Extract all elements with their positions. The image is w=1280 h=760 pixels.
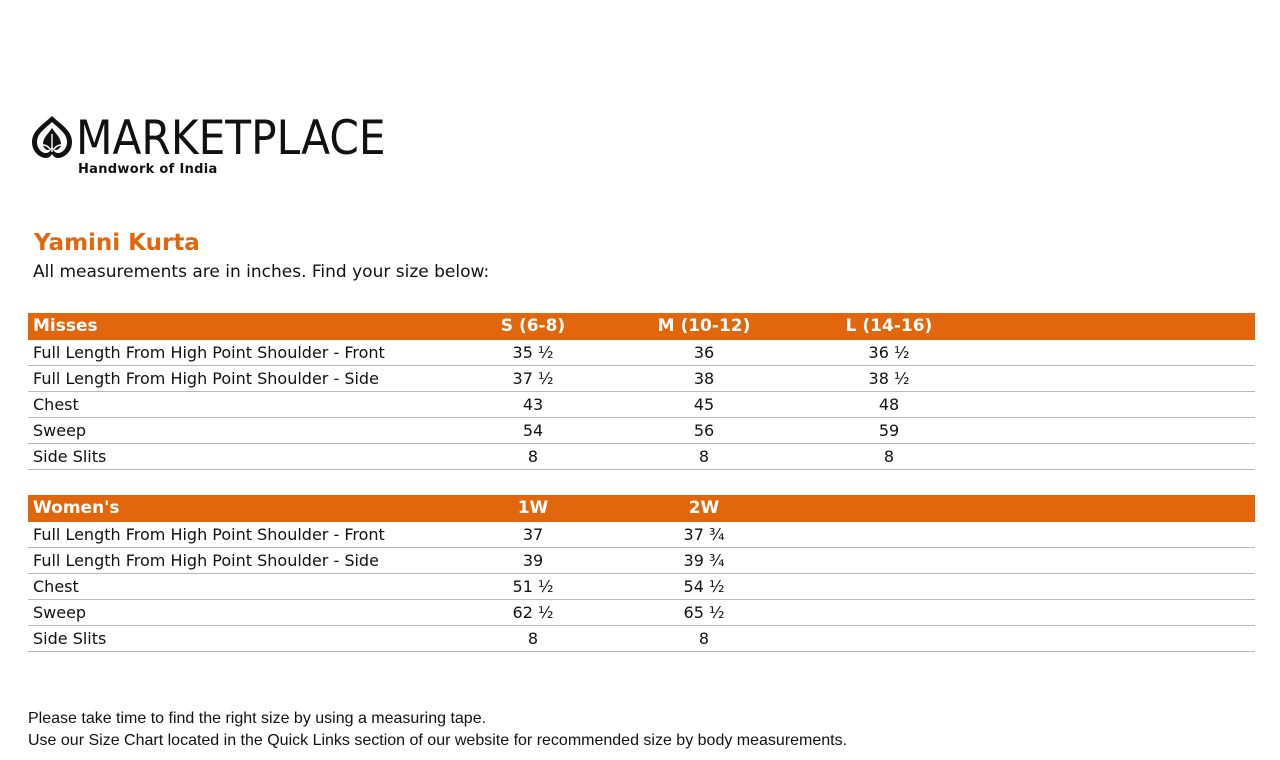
measurement-value: 38 — [693, 369, 715, 388]
table-header-row — [28, 495, 1255, 522]
measurement-value: 56 — [693, 421, 715, 440]
measurement-value: 37 ½ — [512, 369, 554, 388]
measurement-value: 37 — [522, 525, 544, 544]
measurement-value: 38 ½ — [868, 369, 910, 388]
measurement-value: 54 — [522, 421, 544, 440]
header-category: Women's — [33, 498, 120, 518]
table-row — [28, 626, 1255, 652]
header-category: Misses — [33, 316, 98, 336]
measurement-label: Full Length From High Point Shoulder - Side — [33, 551, 379, 570]
measurement-value: 45 — [693, 395, 715, 414]
size-chart-note: Use our Size Chart located in the Quick Links section of our website for recommended size by body measurements. — [28, 732, 848, 749]
brand-tagline: Handwork of India — [78, 162, 218, 177]
measurement-label: Side Slits — [33, 447, 107, 466]
table-row — [28, 366, 1255, 392]
product-title: Yamini Kurta — [34, 230, 200, 256]
leaf-logo-icon — [30, 114, 74, 160]
table-row — [28, 522, 1255, 548]
measurement-label: Side Slits — [33, 629, 107, 648]
size-instructions: All measurements are in inches. Find your size below: — [33, 262, 490, 282]
measurement-label: Full Length From High Point Shoulder - Side — [33, 369, 379, 388]
measurement-value: 35 ½ — [512, 343, 554, 362]
measurement-label: Chest — [33, 577, 79, 596]
measurement-label: Sweep — [33, 603, 87, 622]
header-size: 2W — [688, 498, 720, 518]
header-size: 1W — [517, 498, 549, 518]
table-row — [28, 444, 1255, 470]
table-row — [28, 418, 1255, 444]
measurement-value: 8 — [527, 629, 539, 648]
table-row — [28, 574, 1255, 600]
measurement-value: 8 — [698, 629, 710, 648]
measurement-label: Sweep — [33, 421, 87, 440]
measurement-value: 48 — [878, 395, 900, 414]
measurement-value: 39 — [522, 551, 544, 570]
misses-size-table — [28, 313, 1255, 470]
brand-name: MARKETPLACE — [76, 111, 386, 166]
measurement-value: 59 — [878, 421, 900, 440]
measurement-value: 54 ½ — [683, 577, 725, 596]
table-row — [28, 392, 1255, 418]
measurement-value: 37 ¾ — [683, 525, 725, 544]
measurement-label: Chest — [33, 395, 79, 414]
table-header-row — [28, 313, 1255, 340]
measurement-value: 8 — [698, 447, 710, 466]
measurement-value: 36 — [693, 343, 715, 362]
table-row — [28, 548, 1255, 574]
measurement-value: 36 ½ — [868, 343, 910, 362]
measurement-value: 8 — [883, 447, 895, 466]
measurement-value: 39 ¾ — [683, 551, 725, 570]
measurement-value: 43 — [522, 395, 544, 414]
measurement-value: 62 ½ — [512, 603, 554, 622]
measurement-value: 8 — [527, 447, 539, 466]
womens-size-table — [28, 495, 1255, 652]
table-row — [28, 600, 1255, 626]
header-size: M (10-12) — [657, 316, 751, 336]
measurement-label: Full Length From High Point Shoulder - Front — [33, 525, 385, 544]
measurement-label: Full Length From High Point Shoulder - Front — [33, 343, 385, 362]
measurement-value: 65 ½ — [683, 603, 725, 622]
measuring-note: Please take time to find the right size by using a measuring tape. — [28, 710, 487, 727]
table-row — [28, 340, 1255, 366]
measurement-value: 51 ½ — [512, 577, 554, 596]
header-size: L (14-16) — [845, 316, 933, 336]
header-size: S (6-8) — [500, 316, 566, 336]
